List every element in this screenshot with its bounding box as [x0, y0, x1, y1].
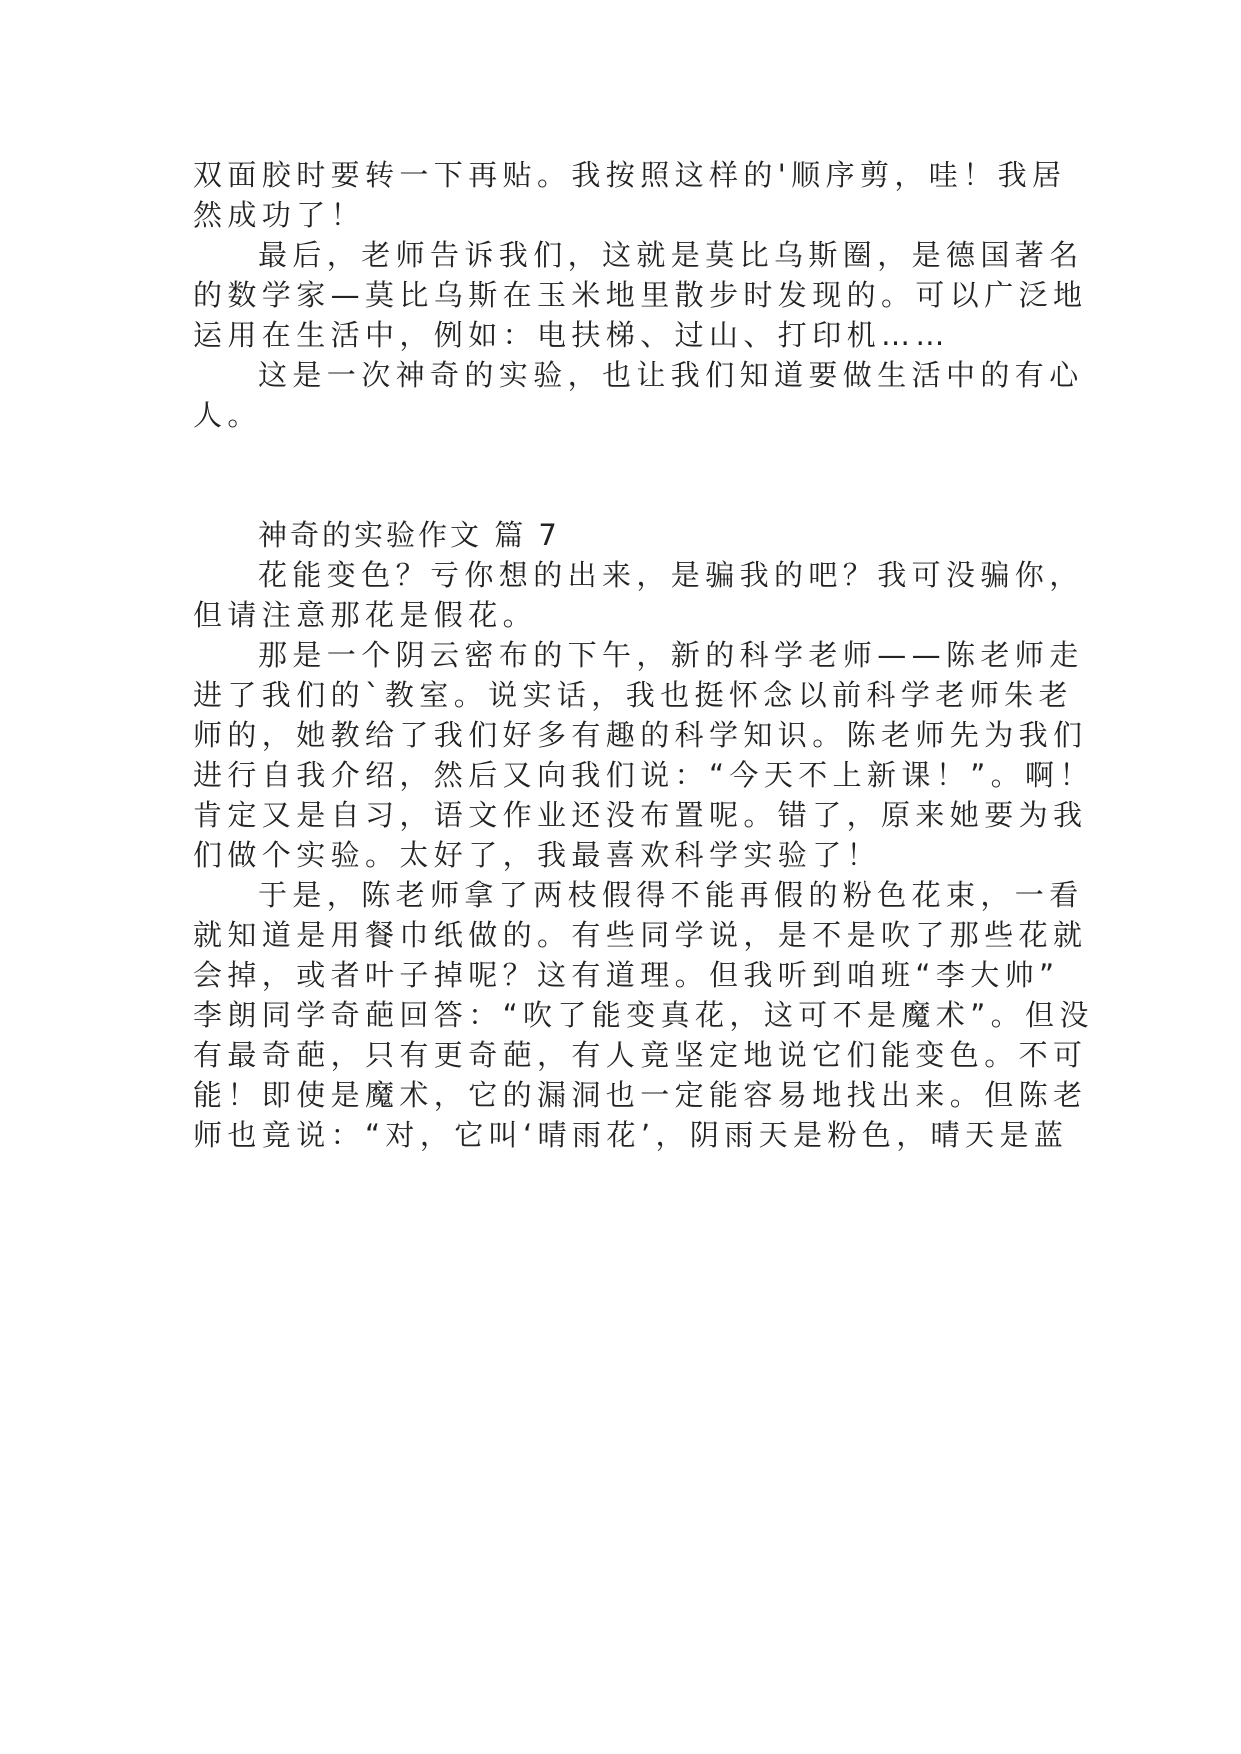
paragraph: [193, 635, 1094, 875]
text-line: 李朗同学奇葩回答：“吹了能变真花，这可不是魔术”。但没: [193, 998, 1094, 1032]
text-line: 运用在生活中，例如：电扶梯、过山、打印机……: [193, 318, 950, 352]
text-line: 于是，陈老师拿了两枝假得不能再假的粉色花束，一看: [258, 878, 1084, 912]
text-line: 就知道是用餐巾纸做的。有些同学说，是不是吹了那些花就: [193, 918, 1088, 952]
text-line: 的数学家—莫比乌斯在玉米地里散步时发现的。可以广泛地: [193, 278, 1088, 312]
section-heading: 神奇的实验作文 篇 7: [258, 518, 560, 552]
text-line: 师也竟说：“对，它叫‘晴雨花’，阴雨天是粉色，晴天是蓝: [193, 1118, 1069, 1152]
text-line: 那是一个阴云密布的下午，新的科学老师——陈老师走: [258, 638, 1084, 672]
text-line: 肯定又是自习，语文作业还没布置呢。错了，原来她要为我: [193, 798, 1088, 832]
paragraph: [193, 875, 1094, 1155]
text-line: 有最奇葩，只有更奇葩，有人竟坚定地说它们能变色。不可: [193, 1038, 1088, 1072]
paragraph: [193, 355, 1084, 435]
paragraph: [193, 155, 1067, 235]
section-gap: [193, 435, 1058, 515]
text-line: 师的，她教给了我们好多有趣的科学知识。陈老师先为我们: [193, 718, 1088, 752]
text-line: 花能变色？亏你想的出来，是骗我的吧？我可没骗你，: [258, 558, 1084, 592]
text-line: 这是一次神奇的实验，也让我们知道要做生活中的有心: [258, 358, 1084, 392]
text-line: 们做个实验。太好了，我最喜欢科学实验了！: [193, 838, 882, 872]
paragraph: [193, 235, 1088, 355]
text-line: 会掉，或者叶子掉呢？这有道理。但我听到咱班“李大帅”: [193, 958, 1060, 992]
document-page: [193, 155, 1094, 1155]
text-line: 双面胶时要转一下再贴。我按照这样的'顺序剪，哇！我居: [193, 158, 1067, 192]
text-line: 进行自我介绍，然后又向我们说：“今天不上新课！”。啊！: [193, 758, 1094, 792]
text-line: 进了我们的`教室。说实话，我也挺怀念以前科学老师朱老: [193, 678, 1073, 712]
text-line: 最后，老师告诉我们，这就是莫比乌斯圈，是德国著名: [258, 238, 1084, 272]
text-line: 人。: [193, 398, 262, 432]
text-line: 然成功了！: [193, 198, 366, 232]
text-line: 但请注意那花是假花。: [193, 598, 538, 632]
text-line: 能！即使是魔术，它的漏洞也一定能容易地找出来。但陈老: [193, 1078, 1088, 1112]
paragraph: [193, 555, 1084, 635]
